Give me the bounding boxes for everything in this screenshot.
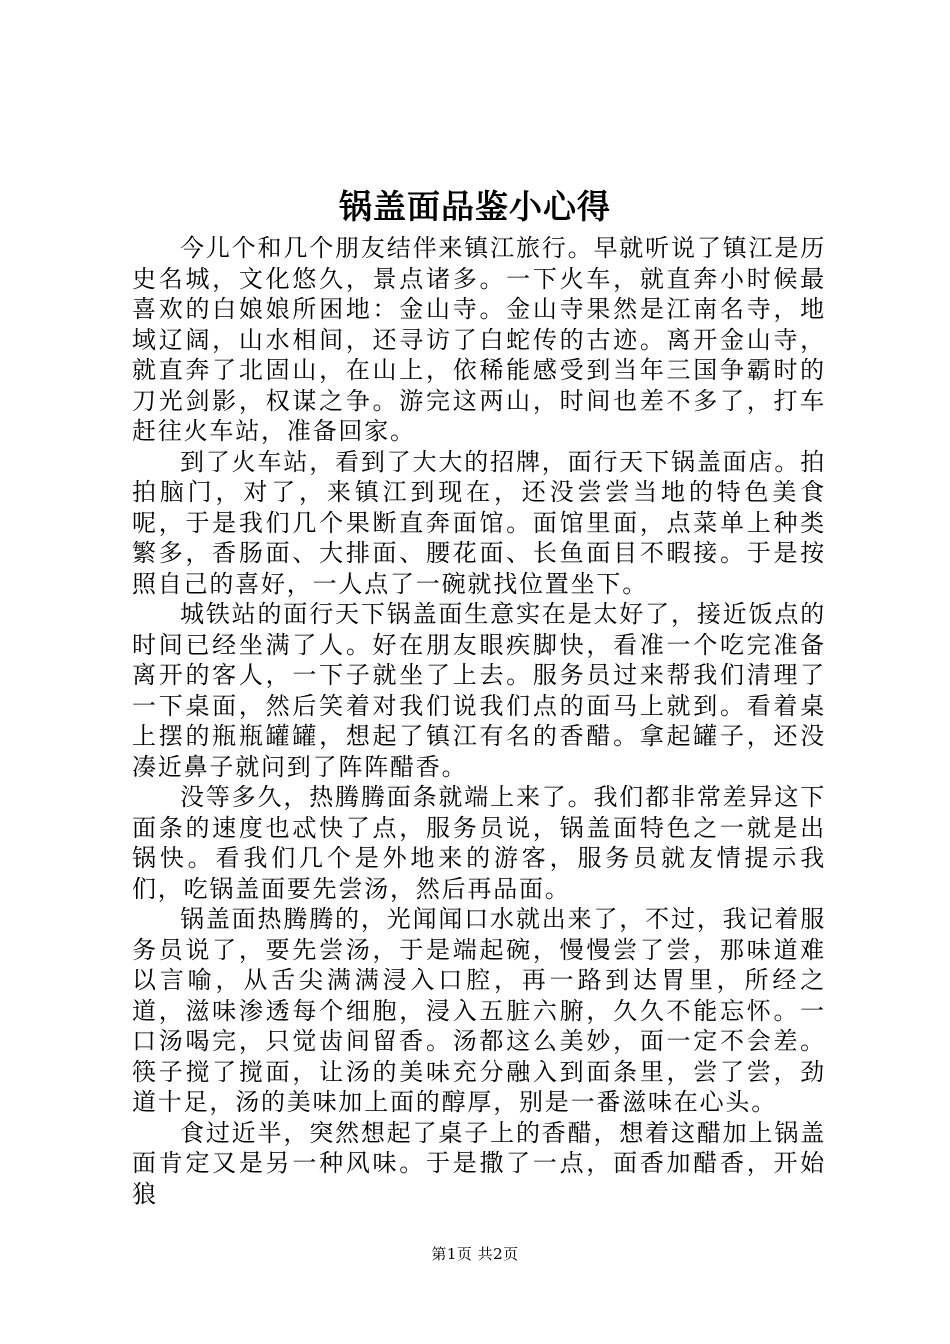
paragraph: 今儿个和几个朋友结伴来镇江旅行。早就听说了镇江是历史名城，文化悠久，景点诸多。一下火车，就直奔小时候最喜欢的白娘娘所困地：金山寺。金山寺果然是江南名寺，地域辽阔，山水相间，还寻访了白蛇传的古迹。离开金山寺，就直奔了北固山，在山上，依稀能感受到当年三国争霸时的刀光剑影，权谋之争。游完这两山，时间也差不多了，打车赶往火车站，准备回家。 bbox=[132, 234, 826, 445]
paragraph: 没等多久，热腾腾面条就端上来了。我们都非常差异这下面条的速度也忒快了点，服务员说，锅盖面特色之一就是出锅快。看我们几个是外地来的游客，服务员就友情提示我们，吃锅盖面要先尝汤，然后再品面。 bbox=[132, 783, 826, 903]
paragraph: 食过近半，突然想起了桌子上的香醋，想着这醋加上锅盖面肯定又是另一种风味。于是撒了一点，面香加醋香，开始狼 bbox=[132, 1118, 826, 1208]
paragraph: 锅盖面热腾腾的，光闻闻口水就出来了，不过，我记着服务员说了，要先尝汤，于是端起碗，慢慢尝了尝，那味道难以言喻，从舌尖满满浸入口腔，再一路到达胃里，所经之道，滋味渗透每个细胞，浸入五脏六腑，久久不能忘怀。一口汤喝完，只觉齿间留香。汤都这么美妙，面一定不会差。筷子搅了搅面，让汤的美味充分融入到面条里，尝了尝，劲道十足，汤的美味加上面的醇厚，别是一番滋味在心头。 bbox=[132, 905, 826, 1116]
paragraph: 到了火车站，看到了大大的招牌，面行天下锅盖面店。拍拍脑门，对了，来镇江到现在，还没尝尝当地的特色美食呢，于是我们几个果断直奔面馆。面馆里面，点菜单上种类繁多，香肠面、大排面、腰花面、长鱼面目不暇接。于是按照自己的喜好，一人点了一碗就找位置坐下。 bbox=[132, 447, 826, 598]
paragraph: 城铁站的面行天下锅盖面生意实在是太好了，接近饭点的时间已经坐满了人。好在朋友眼疾脚快，看准一个吃完准备离开的客人，一下子就坐了上去。服务员过来帮我们清理了一下桌面，然后笑着对我们说我们点的面马上就到。看着桌上摆的瓶瓶罐罐，想起了镇江有名的香醋。拿起罐子，还没凑近鼻子就问到了阵阵醋香。 bbox=[132, 600, 826, 781]
document-body bbox=[132, 233, 826, 1209]
page-number-footer: 第1页 共2页 bbox=[431, 1245, 519, 1263]
document-title: 锅盖面品鉴小心得 bbox=[339, 187, 611, 226]
